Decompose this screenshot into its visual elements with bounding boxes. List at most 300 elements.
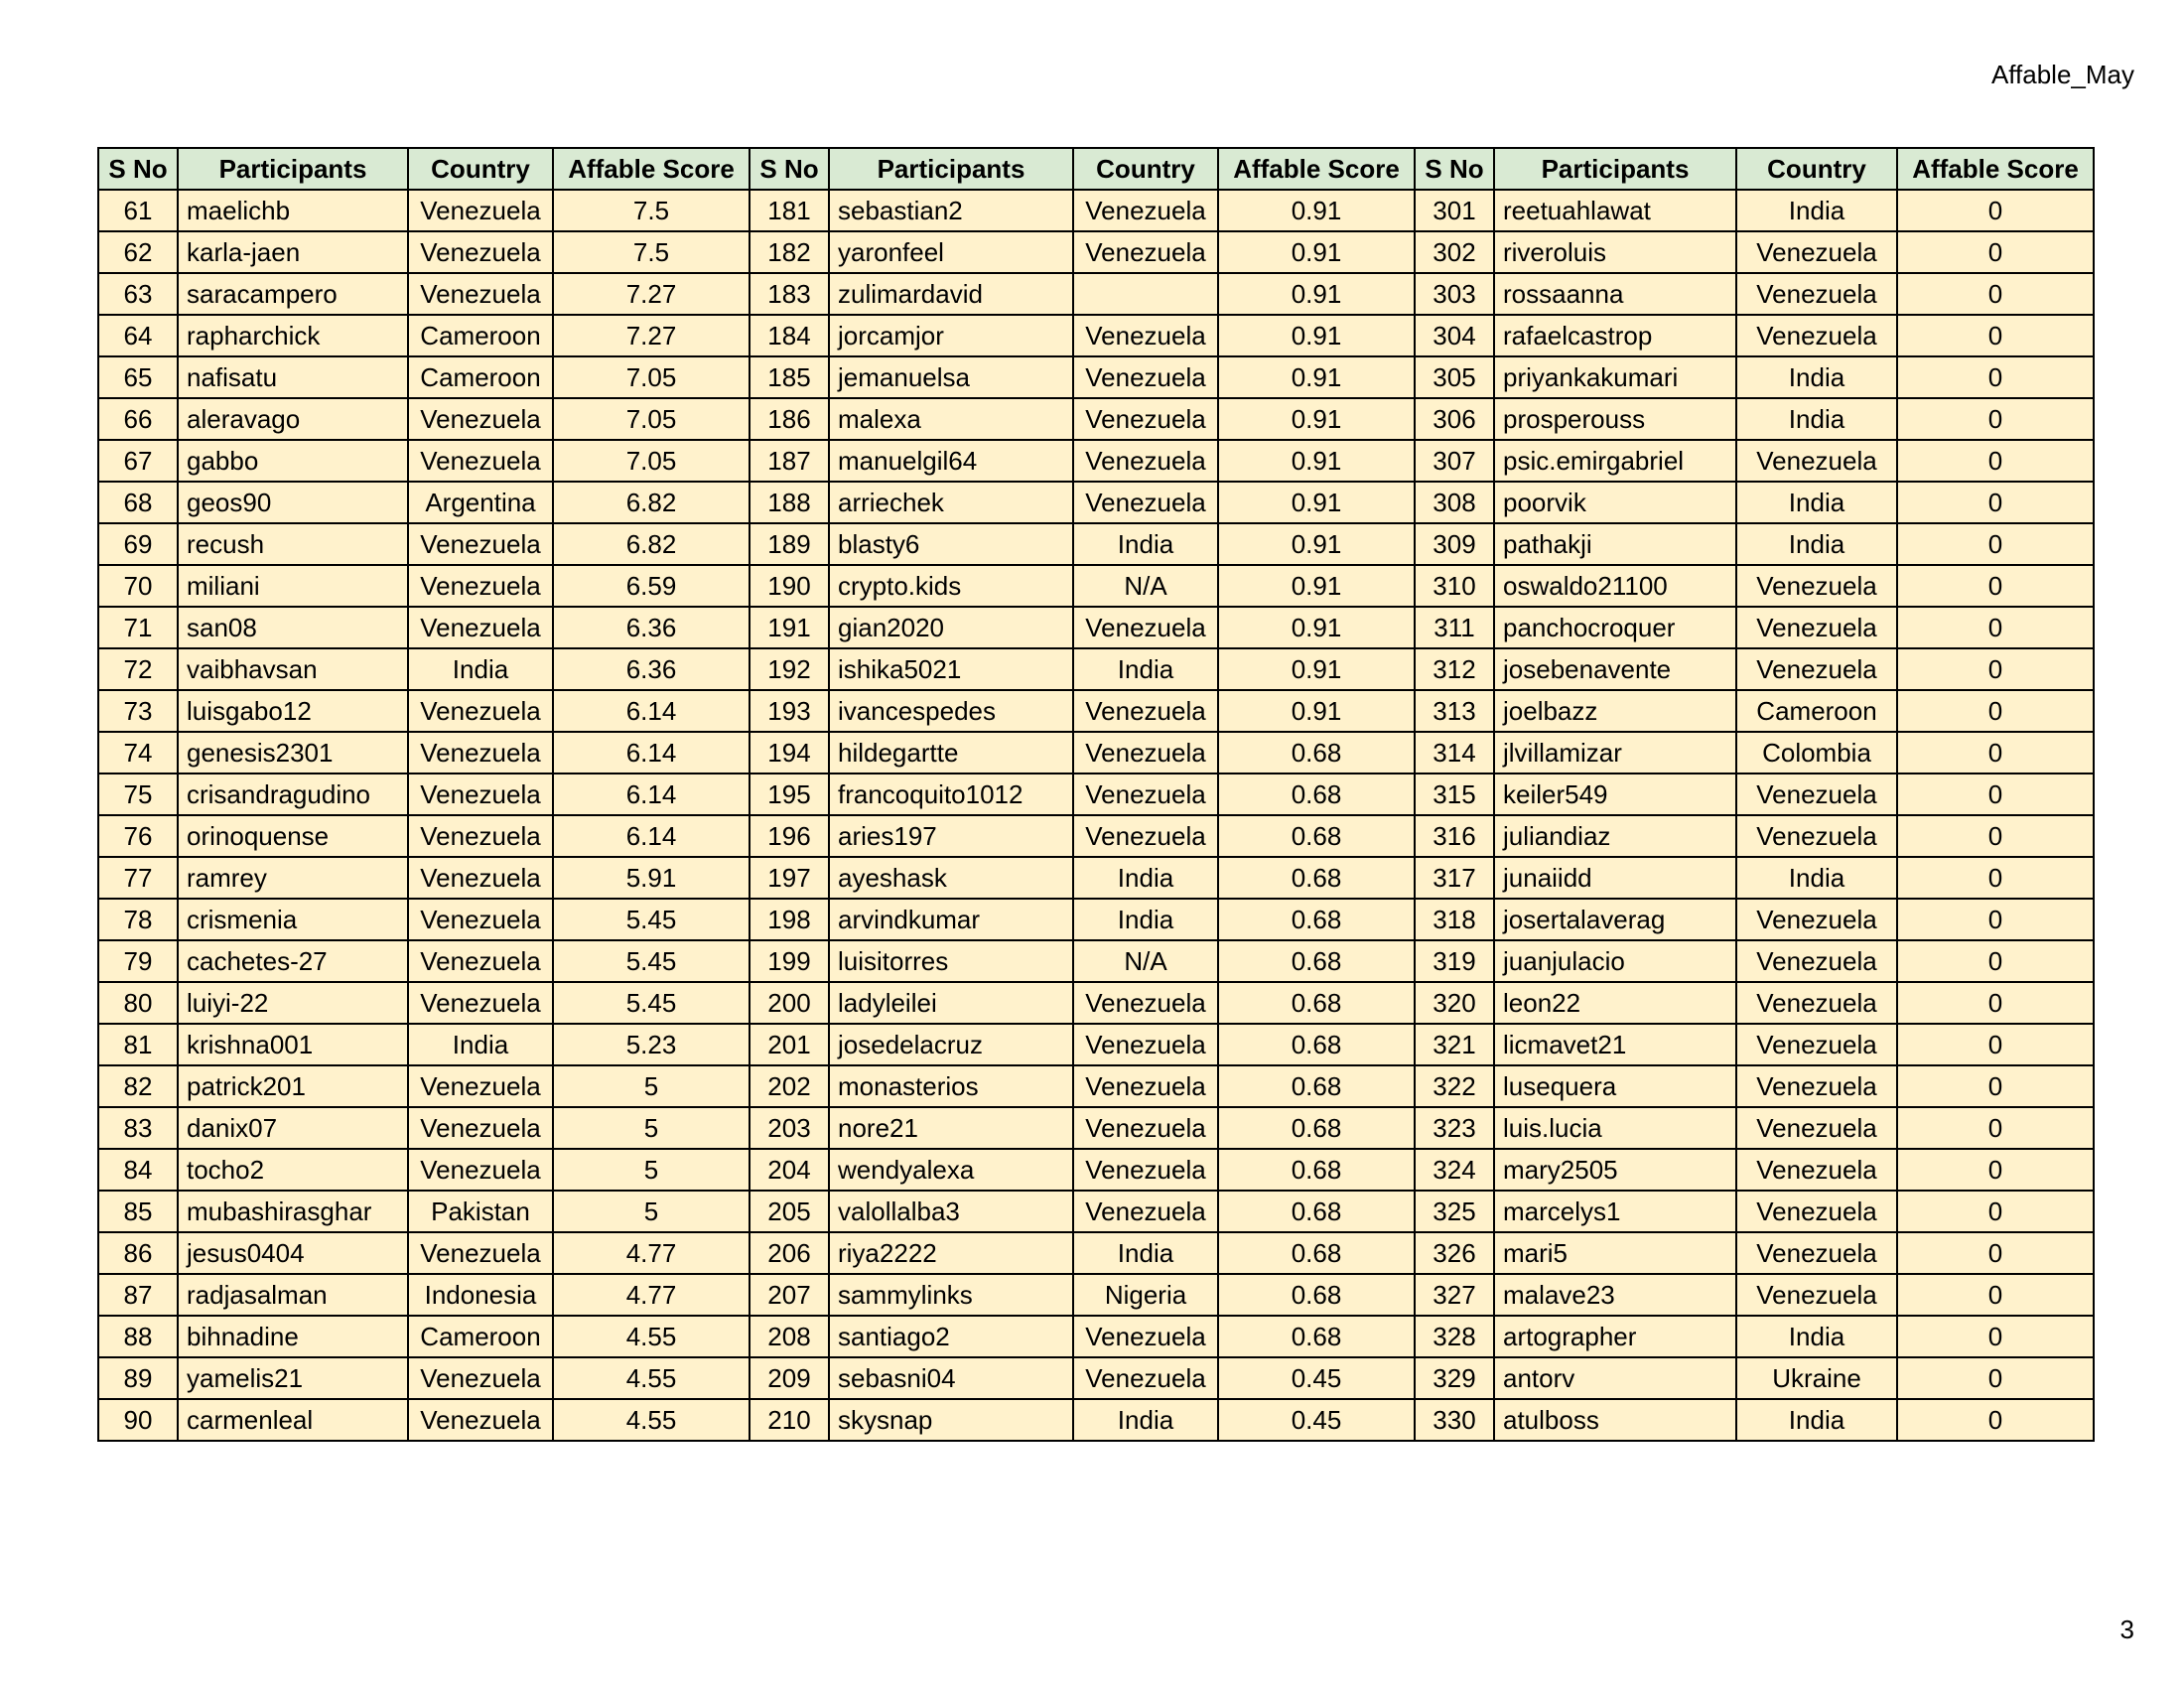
score-cell: 0.91 xyxy=(1218,690,1415,732)
sno-cell: 62 xyxy=(98,231,178,273)
participant-cell: antorv xyxy=(1494,1357,1736,1399)
country-cell: India xyxy=(1736,523,1897,565)
country-cell: Venezuela xyxy=(1736,1191,1897,1232)
score-cell: 0.91 xyxy=(1218,315,1415,356)
participant-cell: wendyalexa xyxy=(829,1149,1073,1191)
sno-cell: 309 xyxy=(1415,523,1494,565)
country-cell: Venezuela xyxy=(1736,1149,1897,1191)
country-cell: Venezuela xyxy=(408,774,553,815)
participant-cell: skysnap xyxy=(829,1399,1073,1441)
country-cell: Indonesia xyxy=(408,1274,553,1316)
country-cell: Venezuela xyxy=(1073,398,1218,440)
score-cell: 6.14 xyxy=(553,690,750,732)
score-cell: 6.36 xyxy=(553,648,750,690)
participant-cell: sebasni04 xyxy=(829,1357,1073,1399)
sno-cell: 312 xyxy=(1415,648,1494,690)
participant-cell: valollalba3 xyxy=(829,1191,1073,1232)
score-cell: 4.77 xyxy=(553,1232,750,1274)
participant-cell: jesus0404 xyxy=(178,1232,408,1274)
country-cell: Nigeria xyxy=(1073,1274,1218,1316)
country-cell: Venezuela xyxy=(408,1357,553,1399)
country-cell: Venezuela xyxy=(1073,1065,1218,1107)
participant-cell: keiler549 xyxy=(1494,774,1736,815)
participant-cell: santiago2 xyxy=(829,1316,1073,1357)
score-cell: 0 xyxy=(1897,356,2094,398)
participant-cell: patrick201 xyxy=(178,1065,408,1107)
sno-cell: 187 xyxy=(750,440,829,482)
score-cell: 6.59 xyxy=(553,565,750,607)
score-cell: 4.55 xyxy=(553,1316,750,1357)
sno-cell: 210 xyxy=(750,1399,829,1441)
score-cell: 5.45 xyxy=(553,982,750,1024)
sno-cell: 330 xyxy=(1415,1399,1494,1441)
country-cell: Venezuela xyxy=(408,607,553,648)
country-cell: Venezuela xyxy=(1073,315,1218,356)
sno-cell: 202 xyxy=(750,1065,829,1107)
sno-cell: 81 xyxy=(98,1024,178,1065)
sno-cell: 198 xyxy=(750,899,829,940)
document-header: Affable_May xyxy=(1990,60,2134,89)
score-cell: 5 xyxy=(553,1191,750,1232)
sno-cell: 70 xyxy=(98,565,178,607)
country-cell xyxy=(1073,273,1218,315)
participant-cell: nore21 xyxy=(829,1107,1073,1149)
participant-cell: licmavet21 xyxy=(1494,1024,1736,1065)
participant-cell: lusequera xyxy=(1494,1065,1736,1107)
participant-cell: zulimardavid xyxy=(829,273,1073,315)
participant-cell: yamelis21 xyxy=(178,1357,408,1399)
country-cell: Venezuela xyxy=(1073,440,1218,482)
score-cell: 0 xyxy=(1897,982,2094,1024)
score-cell: 7.5 xyxy=(553,231,750,273)
table-row xyxy=(98,440,2094,482)
country-cell: Argentina xyxy=(408,482,553,523)
country-cell: India xyxy=(1736,482,1897,523)
table-row xyxy=(98,1399,2094,1441)
column-header-sno: S No xyxy=(750,148,829,190)
participant-cell: cachetes-27 xyxy=(178,940,408,982)
participant-cell: junaiidd xyxy=(1494,857,1736,899)
score-cell: 0.68 xyxy=(1218,857,1415,899)
table-row xyxy=(98,857,2094,899)
participant-cell: maelichb xyxy=(178,190,408,231)
country-cell: Venezuela xyxy=(1073,774,1218,815)
score-cell: 0.91 xyxy=(1218,273,1415,315)
participant-cell: poorvik xyxy=(1494,482,1736,523)
participant-cell: nafisatu xyxy=(178,356,408,398)
participant-cell: josebenavente xyxy=(1494,648,1736,690)
country-cell: Venezuela xyxy=(1073,231,1218,273)
column-header-participant: Participants xyxy=(178,148,408,190)
score-cell: 0.91 xyxy=(1218,190,1415,231)
sno-cell: 201 xyxy=(750,1024,829,1065)
column-header-country: Country xyxy=(1736,148,1897,190)
sno-cell: 182 xyxy=(750,231,829,273)
sno-cell: 86 xyxy=(98,1232,178,1274)
sno-cell: 69 xyxy=(98,523,178,565)
participant-cell: malexa xyxy=(829,398,1073,440)
score-cell: 0.68 xyxy=(1218,899,1415,940)
sno-cell: 322 xyxy=(1415,1065,1494,1107)
country-cell: Venezuela xyxy=(1736,982,1897,1024)
country-cell: N/A xyxy=(1073,565,1218,607)
score-cell: 6.82 xyxy=(553,482,750,523)
country-cell: Venezuela xyxy=(1736,231,1897,273)
table-header-row xyxy=(98,148,2094,190)
table-row xyxy=(98,940,2094,982)
sno-cell: 314 xyxy=(1415,732,1494,774)
participant-cell: marcelys1 xyxy=(1494,1191,1736,1232)
score-cell: 0 xyxy=(1897,315,2094,356)
sno-cell: 208 xyxy=(750,1316,829,1357)
sno-cell: 325 xyxy=(1415,1191,1494,1232)
participant-cell: jorcamjor xyxy=(829,315,1073,356)
country-cell: Venezuela xyxy=(1736,273,1897,315)
participant-cell: blasty6 xyxy=(829,523,1073,565)
table-row xyxy=(98,899,2094,940)
country-cell: India xyxy=(1736,356,1897,398)
score-cell: 0 xyxy=(1897,648,2094,690)
country-cell: India xyxy=(1736,1399,1897,1441)
score-cell: 0.68 xyxy=(1218,1024,1415,1065)
participant-cell: carmenleal xyxy=(178,1399,408,1441)
table-row xyxy=(98,273,2094,315)
sno-cell: 88 xyxy=(98,1316,178,1357)
table-row xyxy=(98,732,2094,774)
country-cell: Venezuela xyxy=(1073,1024,1218,1065)
score-cell: 0.91 xyxy=(1218,398,1415,440)
country-cell: Venezuela xyxy=(1073,607,1218,648)
score-cell: 4.55 xyxy=(553,1357,750,1399)
table-row xyxy=(98,231,2094,273)
participant-cell: artographer xyxy=(1494,1316,1736,1357)
participant-cell: atulboss xyxy=(1494,1399,1736,1441)
country-cell: Venezuela xyxy=(1073,482,1218,523)
score-cell: 0.91 xyxy=(1218,565,1415,607)
participant-cell: ladyleilei xyxy=(829,982,1073,1024)
score-cell: 0 xyxy=(1897,440,2094,482)
score-cell: 5 xyxy=(553,1065,750,1107)
country-cell: India xyxy=(1073,1232,1218,1274)
country-cell: Venezuela xyxy=(1736,648,1897,690)
participant-cell: juliandiaz xyxy=(1494,815,1736,857)
score-cell: 0 xyxy=(1897,732,2094,774)
score-cell: 0.68 xyxy=(1218,1316,1415,1357)
score-cell: 0 xyxy=(1897,1149,2094,1191)
participant-cell: sebastian2 xyxy=(829,190,1073,231)
page-number: 3 xyxy=(2119,1615,2134,1644)
score-cell: 6.36 xyxy=(553,607,750,648)
country-cell: Venezuela xyxy=(1736,815,1897,857)
participant-cell: rapharchick xyxy=(178,315,408,356)
country-cell: Venezuela xyxy=(408,1399,553,1441)
score-cell: 0.45 xyxy=(1218,1399,1415,1441)
participant-cell: recush xyxy=(178,523,408,565)
table-row xyxy=(98,648,2094,690)
table-row xyxy=(98,482,2094,523)
score-cell: 4.77 xyxy=(553,1274,750,1316)
score-cell: 6.82 xyxy=(553,523,750,565)
participant-cell: san08 xyxy=(178,607,408,648)
sno-cell: 320 xyxy=(1415,982,1494,1024)
table-row xyxy=(98,607,2094,648)
table-row xyxy=(98,315,2094,356)
country-cell: Venezuela xyxy=(408,398,553,440)
score-cell: 0 xyxy=(1897,1107,2094,1149)
score-cell: 0 xyxy=(1897,607,2094,648)
participant-cell: riya2222 xyxy=(829,1232,1073,1274)
table-row xyxy=(98,1191,2094,1232)
participant-cell: crismenia xyxy=(178,899,408,940)
score-cell: 5 xyxy=(553,1107,750,1149)
score-cell: 0 xyxy=(1897,1399,2094,1441)
score-cell: 6.14 xyxy=(553,732,750,774)
country-cell: Venezuela xyxy=(1073,815,1218,857)
country-cell: India xyxy=(1073,523,1218,565)
score-cell: 5.45 xyxy=(553,899,750,940)
score-cell: 0 xyxy=(1897,231,2094,273)
participant-cell: psic.emirgabriel xyxy=(1494,440,1736,482)
country-cell: Venezuela xyxy=(1073,356,1218,398)
table-row xyxy=(98,1065,2094,1107)
participant-cell: mari5 xyxy=(1494,1232,1736,1274)
sno-cell: 181 xyxy=(750,190,829,231)
score-cell: 0.68 xyxy=(1218,982,1415,1024)
score-cell: 0.68 xyxy=(1218,1065,1415,1107)
sno-cell: 83 xyxy=(98,1107,178,1149)
sno-cell: 63 xyxy=(98,273,178,315)
sno-cell: 75 xyxy=(98,774,178,815)
table-row xyxy=(98,1107,2094,1149)
participant-cell: vaibhavsan xyxy=(178,648,408,690)
sno-cell: 205 xyxy=(750,1191,829,1232)
score-cell: 5 xyxy=(553,1149,750,1191)
participant-cell: manuelgil64 xyxy=(829,440,1073,482)
sno-cell: 313 xyxy=(1415,690,1494,732)
country-cell: Venezuela xyxy=(408,815,553,857)
table-row xyxy=(98,1149,2094,1191)
score-cell: 0 xyxy=(1897,1065,2094,1107)
country-cell: Venezuela xyxy=(1736,1065,1897,1107)
score-cell: 5.23 xyxy=(553,1024,750,1065)
participant-cell: genesis2301 xyxy=(178,732,408,774)
country-cell: Venezuela xyxy=(1736,940,1897,982)
participant-cell: orinoquense xyxy=(178,815,408,857)
participant-cell: yaronfeel xyxy=(829,231,1073,273)
participant-cell: danix07 xyxy=(178,1107,408,1149)
country-cell: Colombia xyxy=(1736,732,1897,774)
sno-cell: 74 xyxy=(98,732,178,774)
participant-cell: juanjulacio xyxy=(1494,940,1736,982)
sno-cell: 188 xyxy=(750,482,829,523)
score-cell: 0.68 xyxy=(1218,774,1415,815)
participant-cell: monasterios xyxy=(829,1065,1073,1107)
table-row xyxy=(98,1024,2094,1065)
country-cell: India xyxy=(1736,190,1897,231)
score-cell: 7.5 xyxy=(553,190,750,231)
country-cell: Venezuela xyxy=(1073,1191,1218,1232)
table-row xyxy=(98,1357,2094,1399)
country-cell: Cameroon xyxy=(408,315,553,356)
sno-cell: 185 xyxy=(750,356,829,398)
sno-cell: 316 xyxy=(1415,815,1494,857)
sno-cell: 67 xyxy=(98,440,178,482)
participant-cell: malave23 xyxy=(1494,1274,1736,1316)
sno-cell: 209 xyxy=(750,1357,829,1399)
participant-cell: luiyi-22 xyxy=(178,982,408,1024)
sno-cell: 304 xyxy=(1415,315,1494,356)
sno-cell: 195 xyxy=(750,774,829,815)
column-header-score: Affable Score xyxy=(553,148,750,190)
score-cell: 0.68 xyxy=(1218,732,1415,774)
sno-cell: 305 xyxy=(1415,356,1494,398)
participant-cell: ayeshask xyxy=(829,857,1073,899)
sno-cell: 323 xyxy=(1415,1107,1494,1149)
table-row xyxy=(98,1274,2094,1316)
score-cell: 0.68 xyxy=(1218,1107,1415,1149)
country-cell: Venezuela xyxy=(408,273,553,315)
country-cell: Venezuela xyxy=(1073,690,1218,732)
participant-cell: mubashirasghar xyxy=(178,1191,408,1232)
country-cell: Venezuela xyxy=(1073,982,1218,1024)
score-cell: 5.91 xyxy=(553,857,750,899)
country-cell: Venezuela xyxy=(408,690,553,732)
country-cell: India xyxy=(1736,1316,1897,1357)
table-row xyxy=(98,815,2094,857)
country-cell: Venezuela xyxy=(1073,1357,1218,1399)
country-cell: Venezuela xyxy=(1736,1024,1897,1065)
country-cell: Venezuela xyxy=(408,1149,553,1191)
country-cell: Venezuela xyxy=(1073,1107,1218,1149)
table-row xyxy=(98,774,2094,815)
sno-cell: 197 xyxy=(750,857,829,899)
sno-cell: 324 xyxy=(1415,1149,1494,1191)
sno-cell: 311 xyxy=(1415,607,1494,648)
sno-cell: 85 xyxy=(98,1191,178,1232)
score-cell: 0.91 xyxy=(1218,440,1415,482)
score-cell: 0.91 xyxy=(1218,231,1415,273)
participant-cell: riveroluis xyxy=(1494,231,1736,273)
sno-cell: 61 xyxy=(98,190,178,231)
sno-cell: 318 xyxy=(1415,899,1494,940)
participant-cell: hildegartte xyxy=(829,732,1073,774)
country-cell: India xyxy=(1073,648,1218,690)
sno-cell: 192 xyxy=(750,648,829,690)
score-cell: 0 xyxy=(1897,190,2094,231)
country-cell: Venezuela xyxy=(408,1107,553,1149)
country-cell: Venezuela xyxy=(408,1232,553,1274)
sno-cell: 203 xyxy=(750,1107,829,1149)
score-cell: 0 xyxy=(1897,1191,2094,1232)
sno-cell: 73 xyxy=(98,690,178,732)
score-cell: 0.45 xyxy=(1218,1357,1415,1399)
score-cell: 0 xyxy=(1897,1024,2094,1065)
participant-cell: saracampero xyxy=(178,273,408,315)
participant-cell: francoquito1012 xyxy=(829,774,1073,815)
country-cell: India xyxy=(1073,899,1218,940)
sno-cell: 321 xyxy=(1415,1024,1494,1065)
participant-cell: krishna001 xyxy=(178,1024,408,1065)
sno-cell: 193 xyxy=(750,690,829,732)
column-header-participant: Participants xyxy=(1494,148,1736,190)
participant-cell: luisitorres xyxy=(829,940,1073,982)
country-cell: Venezuela xyxy=(408,523,553,565)
country-cell: Cameroon xyxy=(408,1316,553,1357)
sno-cell: 65 xyxy=(98,356,178,398)
column-header-country: Country xyxy=(408,148,553,190)
sno-cell: 191 xyxy=(750,607,829,648)
column-header-country: Country xyxy=(1073,148,1218,190)
participant-cell: crypto.kids xyxy=(829,565,1073,607)
score-cell: 0.68 xyxy=(1218,1232,1415,1274)
sno-cell: 204 xyxy=(750,1149,829,1191)
country-cell: Venezuela xyxy=(1736,315,1897,356)
country-cell: Venezuela xyxy=(1073,732,1218,774)
participant-cell: tocho2 xyxy=(178,1149,408,1191)
sno-cell: 319 xyxy=(1415,940,1494,982)
score-cell: 0 xyxy=(1897,1316,2094,1357)
country-cell: Venezuela xyxy=(1736,565,1897,607)
score-cell: 0.68 xyxy=(1218,940,1415,982)
score-cell: 0 xyxy=(1897,1232,2094,1274)
score-cell: 0 xyxy=(1897,1357,2094,1399)
country-cell: Venezuela xyxy=(1073,1316,1218,1357)
sno-cell: 64 xyxy=(98,315,178,356)
participant-cell: gabbo xyxy=(178,440,408,482)
score-cell: 7.27 xyxy=(553,315,750,356)
country-cell: Venezuela xyxy=(408,732,553,774)
sno-cell: 66 xyxy=(98,398,178,440)
participant-cell: jemanuelsa xyxy=(829,356,1073,398)
participant-cell: bihnadine xyxy=(178,1316,408,1357)
score-cell: 0.91 xyxy=(1218,356,1415,398)
sno-cell: 329 xyxy=(1415,1357,1494,1399)
participant-cell: mary2505 xyxy=(1494,1149,1736,1191)
score-cell: 0 xyxy=(1897,398,2094,440)
country-cell: Venezuela xyxy=(1073,190,1218,231)
participant-cell: luisgabo12 xyxy=(178,690,408,732)
participant-cell: jlvillamizar xyxy=(1494,732,1736,774)
sno-cell: 301 xyxy=(1415,190,1494,231)
sno-cell: 328 xyxy=(1415,1316,1494,1357)
participant-cell: sammylinks xyxy=(829,1274,1073,1316)
sno-cell: 327 xyxy=(1415,1274,1494,1316)
country-cell: India xyxy=(408,648,553,690)
table-row xyxy=(98,523,2094,565)
table-row xyxy=(98,1316,2094,1357)
sno-cell: 87 xyxy=(98,1274,178,1316)
participant-cell: ramrey xyxy=(178,857,408,899)
table-row xyxy=(98,398,2094,440)
country-cell: Venezuela xyxy=(1736,899,1897,940)
score-cell: 7.05 xyxy=(553,398,750,440)
participant-cell: luis.lucia xyxy=(1494,1107,1736,1149)
score-cell: 6.14 xyxy=(553,774,750,815)
country-cell: Ukraine xyxy=(1736,1357,1897,1399)
participant-cell: rafaelcastrop xyxy=(1494,315,1736,356)
table-body xyxy=(98,190,2094,1441)
participant-cell: geos90 xyxy=(178,482,408,523)
country-cell: Pakistan xyxy=(408,1191,553,1232)
country-cell: Venezuela xyxy=(408,565,553,607)
score-cell: 0 xyxy=(1897,940,2094,982)
sno-cell: 207 xyxy=(750,1274,829,1316)
sno-cell: 184 xyxy=(750,315,829,356)
participant-cell: crisandragudino xyxy=(178,774,408,815)
participant-cell: prosperouss xyxy=(1494,398,1736,440)
sno-cell: 68 xyxy=(98,482,178,523)
table-row xyxy=(98,690,2094,732)
